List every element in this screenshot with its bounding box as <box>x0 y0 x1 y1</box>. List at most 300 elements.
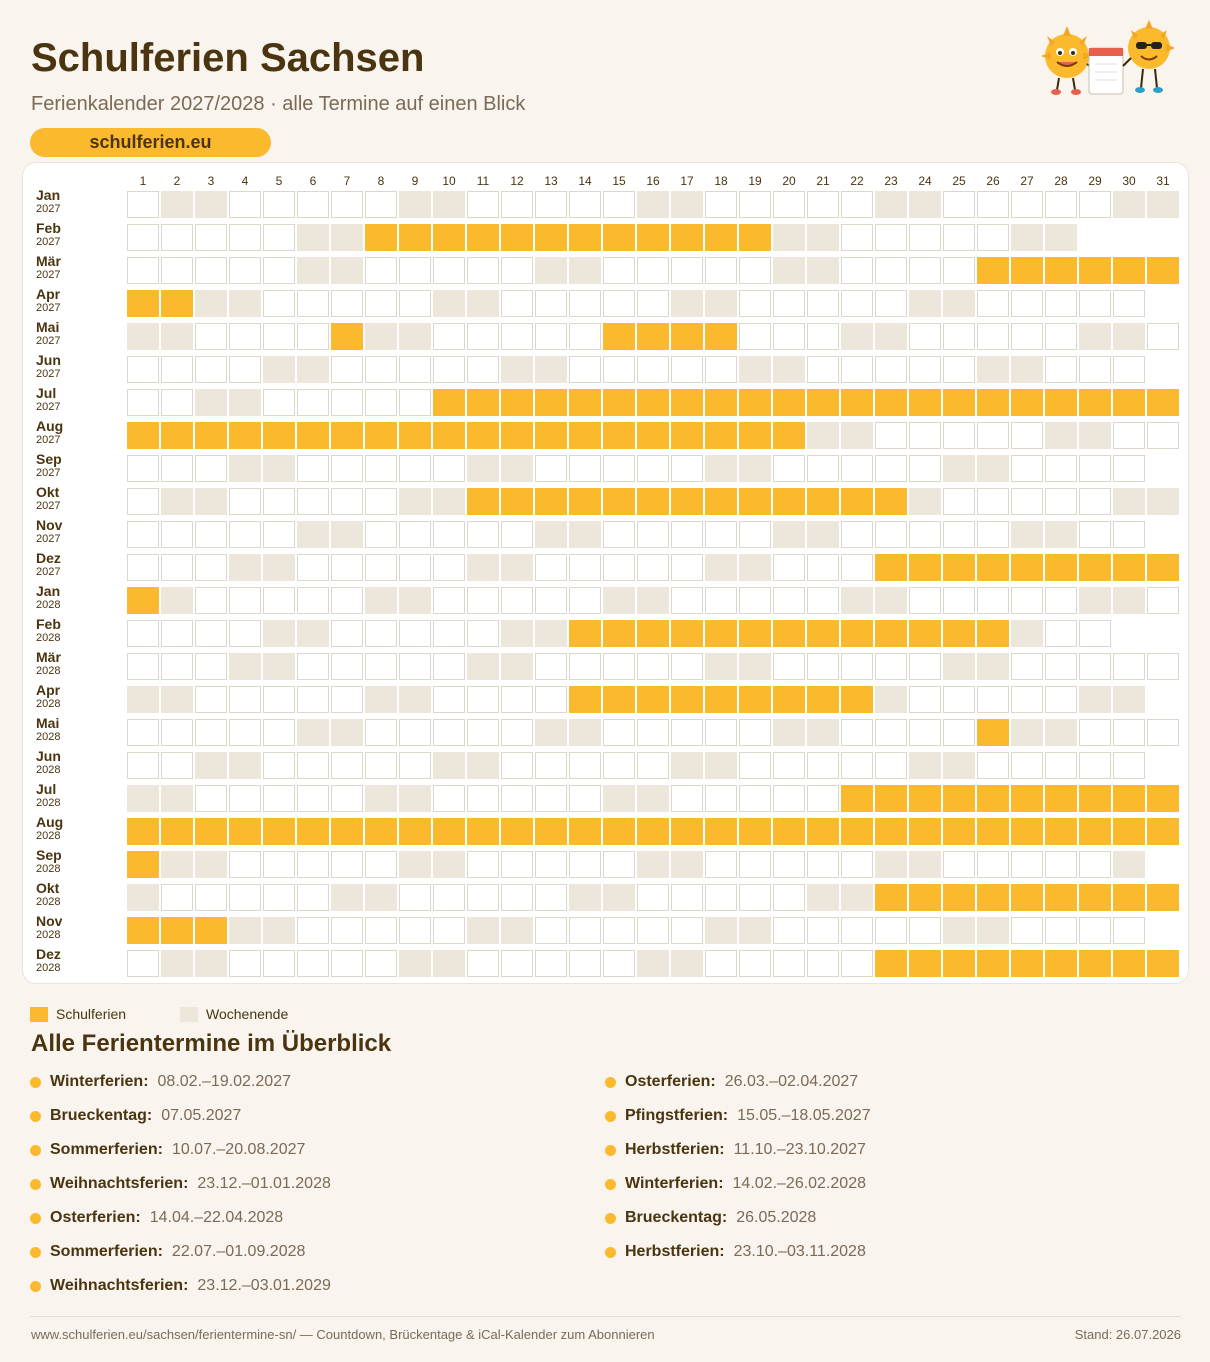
month-year: 2028 <box>36 599 61 611</box>
legend-weekend-swatch <box>180 1007 198 1022</box>
day-cell <box>195 818 227 845</box>
day-cell <box>1147 422 1179 449</box>
day-cell <box>705 224 737 251</box>
day-cell <box>807 818 839 845</box>
day-cell <box>229 917 261 944</box>
day-cell <box>399 884 431 911</box>
day-cell <box>705 785 737 812</box>
day-cell <box>297 653 329 680</box>
day-cell <box>1147 191 1179 218</box>
day-cell <box>807 653 839 680</box>
day-cell <box>637 422 669 449</box>
day-cell <box>977 554 1009 581</box>
day-cell <box>195 950 227 977</box>
day-cell <box>977 719 1009 746</box>
day-cell <box>807 785 839 812</box>
day-cell <box>535 488 567 515</box>
day-cell <box>637 488 669 515</box>
day-cell <box>365 587 397 614</box>
day-cell <box>1079 191 1111 218</box>
day-cell <box>807 587 839 614</box>
day-cell <box>1147 257 1179 284</box>
day-number-label: 4 <box>241 174 249 188</box>
day-cell <box>195 224 227 251</box>
day-cell <box>467 752 499 779</box>
day-cell <box>1011 554 1043 581</box>
day-cell <box>263 323 295 350</box>
day-cell <box>569 620 601 647</box>
day-cell <box>875 818 907 845</box>
day-cell <box>467 422 499 449</box>
day-cell <box>739 587 771 614</box>
day-cell <box>195 719 227 746</box>
day-cell <box>909 323 941 350</box>
day-cell <box>943 257 975 284</box>
day-cell <box>671 950 703 977</box>
day-cell <box>807 257 839 284</box>
month-year: 2028 <box>36 896 61 908</box>
day-cell <box>977 323 1009 350</box>
day-cell <box>1045 488 1077 515</box>
day-cell <box>773 554 805 581</box>
day-cell <box>875 554 907 581</box>
day-cell <box>875 455 907 482</box>
day-cell <box>569 917 601 944</box>
day-cell <box>331 851 363 878</box>
day-number-label: 14 <box>578 174 592 188</box>
day-cell <box>841 323 873 350</box>
day-cell <box>161 455 193 482</box>
day-cell <box>977 752 1009 779</box>
day-cell <box>671 620 703 647</box>
day-cell <box>671 455 703 482</box>
day-cell <box>1045 191 1077 218</box>
day-cell <box>195 389 227 416</box>
day-cell <box>127 917 159 944</box>
day-cell <box>773 323 805 350</box>
day-cell <box>433 917 465 944</box>
month-year: 2028 <box>36 962 61 974</box>
day-cell <box>603 389 635 416</box>
day-cell <box>365 917 397 944</box>
holiday-term-item <box>30 1175 331 1193</box>
day-cell <box>977 356 1009 383</box>
day-cell <box>841 653 873 680</box>
day-cell <box>331 884 363 911</box>
day-cell <box>943 488 975 515</box>
day-cell <box>467 653 499 680</box>
day-cell <box>297 587 329 614</box>
day-cell <box>1113 653 1145 680</box>
day-cell <box>501 455 533 482</box>
day-number-label: 24 <box>918 174 932 188</box>
day-cell <box>943 851 975 878</box>
month-name: Okt <box>36 880 60 896</box>
holiday-term-name: Brueckentag: <box>625 1209 728 1226</box>
day-cell <box>161 752 193 779</box>
day-cell <box>331 224 363 251</box>
month-name: Sep <box>36 451 62 467</box>
day-cell <box>943 752 975 779</box>
day-cell <box>535 719 567 746</box>
day-cell <box>501 191 533 218</box>
day-cell <box>603 950 635 977</box>
day-cell <box>807 224 839 251</box>
day-cell <box>603 521 635 548</box>
day-cell <box>841 389 873 416</box>
day-cell <box>773 422 805 449</box>
day-cell <box>229 653 261 680</box>
day-number-label: 8 <box>377 174 385 188</box>
footer-link-text[interactable]: www.schulferien.eu/sachsen/ferientermine-sn/ — Countdown, Brückentage & iCal-Kalender zum Abonnieren <box>31 1327 655 1342</box>
month-name: Okt <box>36 484 60 500</box>
day-cell <box>365 521 397 548</box>
day-cell <box>739 785 771 812</box>
day-cell <box>365 191 397 218</box>
day-cell <box>909 290 941 317</box>
day-cell <box>399 422 431 449</box>
day-cell <box>705 620 737 647</box>
day-cell <box>1079 455 1111 482</box>
day-cell <box>127 422 159 449</box>
day-number-label: 13 <box>544 174 558 188</box>
day-cell <box>195 290 227 317</box>
holiday-term-item <box>30 1243 305 1261</box>
day-cell <box>1113 554 1145 581</box>
day-cell <box>161 356 193 383</box>
day-cell <box>977 191 1009 218</box>
day-cell <box>1045 686 1077 713</box>
day-number-label: 22 <box>850 174 864 188</box>
day-cell <box>671 323 703 350</box>
month-year: 2027 <box>36 302 61 314</box>
day-cell <box>1045 785 1077 812</box>
day-cell <box>127 356 159 383</box>
day-cell <box>875 686 907 713</box>
day-cell <box>603 752 635 779</box>
month-label <box>36 254 61 282</box>
day-number-label: 17 <box>680 174 694 188</box>
month-name: Nov <box>36 517 63 533</box>
day-cell <box>433 323 465 350</box>
day-cell <box>433 389 465 416</box>
day-cell <box>1079 653 1111 680</box>
holiday-term-date: 15.05.–18.05.2027 <box>737 1107 871 1124</box>
day-cell <box>807 356 839 383</box>
day-cell <box>841 257 873 284</box>
day-cell <box>875 191 907 218</box>
day-cell <box>875 521 907 548</box>
day-cell <box>161 191 193 218</box>
day-cell <box>875 917 907 944</box>
day-cell <box>875 884 907 911</box>
month-label <box>36 551 61 579</box>
day-cell <box>705 917 737 944</box>
day-cell <box>671 257 703 284</box>
day-cell <box>297 752 329 779</box>
day-cell <box>773 653 805 680</box>
day-cell <box>603 587 635 614</box>
day-cell <box>399 851 431 878</box>
month-year: 2027 <box>36 335 61 347</box>
day-cell <box>399 818 431 845</box>
day-cell <box>909 422 941 449</box>
day-number-label: 19 <box>748 174 762 188</box>
day-cell <box>161 620 193 647</box>
day-cell <box>637 455 669 482</box>
day-cell <box>501 818 533 845</box>
day-cell <box>365 290 397 317</box>
month-label <box>36 485 60 513</box>
day-cell <box>535 389 567 416</box>
day-cell <box>331 587 363 614</box>
day-cell <box>875 719 907 746</box>
day-cell <box>841 884 873 911</box>
day-cell <box>1011 191 1043 218</box>
day-cell <box>739 224 771 251</box>
day-cell <box>875 356 907 383</box>
month-name: Apr <box>36 286 61 302</box>
day-cell <box>807 323 839 350</box>
day-cell <box>229 488 261 515</box>
day-cell <box>331 389 363 416</box>
day-number-label: 26 <box>986 174 1000 188</box>
day-cell <box>195 356 227 383</box>
day-cell <box>263 554 295 581</box>
day-cell <box>1011 653 1043 680</box>
day-cell <box>739 950 771 977</box>
day-cell <box>229 884 261 911</box>
bullet-dot-icon <box>605 1247 616 1258</box>
day-cell <box>195 521 227 548</box>
holiday-term-name: Pfingstferien: <box>625 1107 729 1124</box>
day-cell <box>467 950 499 977</box>
day-cell <box>365 950 397 977</box>
day-cell <box>263 455 295 482</box>
month-label <box>36 320 60 348</box>
day-cell <box>569 191 601 218</box>
day-cell <box>943 884 975 911</box>
day-cell <box>569 587 601 614</box>
day-cell <box>739 620 771 647</box>
day-cell <box>1011 422 1043 449</box>
day-cell <box>807 455 839 482</box>
day-cell <box>705 191 737 218</box>
month-year: 2028 <box>36 698 61 710</box>
day-cell <box>1079 356 1111 383</box>
day-cell <box>1045 290 1077 317</box>
day-cell <box>773 752 805 779</box>
day-cell <box>977 620 1009 647</box>
day-cell <box>943 719 975 746</box>
day-cell <box>841 851 873 878</box>
day-cell <box>501 554 533 581</box>
day-cell <box>127 521 159 548</box>
day-cell <box>535 521 567 548</box>
day-cell <box>1011 488 1043 515</box>
day-cell <box>1045 389 1077 416</box>
month-name: Jul <box>36 781 57 797</box>
day-cell <box>671 554 703 581</box>
day-cell <box>909 950 941 977</box>
day-cell <box>297 488 329 515</box>
overview-title: Alle Ferientermine im Überblick <box>31 1030 392 1057</box>
month-year: 2027 <box>36 203 61 215</box>
day-cell <box>297 917 329 944</box>
month-label <box>36 386 60 414</box>
day-cell <box>671 521 703 548</box>
day-cell <box>841 719 873 746</box>
day-cell <box>399 785 431 812</box>
day-cell <box>603 554 635 581</box>
day-cell <box>263 587 295 614</box>
holiday-term-item <box>605 1141 866 1159</box>
day-cell <box>1079 686 1111 713</box>
day-cell <box>297 422 329 449</box>
day-cell <box>127 752 159 779</box>
day-cell <box>365 653 397 680</box>
day-cell <box>841 422 873 449</box>
day-cell <box>739 851 771 878</box>
day-cell <box>535 818 567 845</box>
day-cell <box>841 554 873 581</box>
day-cell <box>195 620 227 647</box>
day-cell <box>331 191 363 218</box>
month-label <box>36 749 61 777</box>
day-cell <box>705 488 737 515</box>
day-cell <box>195 323 227 350</box>
day-cell <box>671 224 703 251</box>
holiday-term-name: Sommerferien: <box>50 1243 163 1260</box>
day-number-label: 5 <box>275 174 283 188</box>
day-cell <box>807 851 839 878</box>
day-cell <box>977 290 1009 317</box>
day-cell <box>399 752 431 779</box>
day-cell <box>467 851 499 878</box>
day-cell <box>263 389 295 416</box>
day-cell <box>467 488 499 515</box>
day-cell <box>433 785 465 812</box>
day-cell <box>841 686 873 713</box>
bullet-dot-icon <box>30 1281 41 1292</box>
day-cell <box>705 455 737 482</box>
month-year: 2027 <box>36 434 61 446</box>
day-cell <box>467 323 499 350</box>
day-cell <box>705 389 737 416</box>
day-cell <box>263 224 295 251</box>
day-cell <box>909 488 941 515</box>
day-cell <box>637 917 669 944</box>
day-cell <box>1113 785 1145 812</box>
day-cell <box>161 686 193 713</box>
site-link-pill[interactable]: schulferien.eu <box>30 128 271 157</box>
day-cell <box>1113 290 1145 317</box>
day-cell <box>875 950 907 977</box>
month-label <box>36 815 63 843</box>
day-cell <box>909 686 941 713</box>
holiday-term-item <box>30 1107 241 1125</box>
day-cell <box>1045 620 1077 647</box>
day-cell <box>1079 323 1111 350</box>
day-cell <box>603 257 635 284</box>
day-cell <box>365 323 397 350</box>
day-cell <box>1079 290 1111 317</box>
month-name: Mai <box>36 319 60 335</box>
day-cell <box>331 323 363 350</box>
day-cell <box>229 818 261 845</box>
day-cell <box>127 719 159 746</box>
day-cell <box>569 488 601 515</box>
bullet-dot-icon <box>605 1213 616 1224</box>
day-cell <box>637 389 669 416</box>
day-cell <box>1079 389 1111 416</box>
day-cell <box>365 686 397 713</box>
day-cell <box>807 191 839 218</box>
day-cell <box>467 290 499 317</box>
day-cell <box>909 521 941 548</box>
day-cell <box>263 719 295 746</box>
day-cell <box>229 587 261 614</box>
day-cell <box>1079 851 1111 878</box>
day-cell <box>229 224 261 251</box>
day-cell <box>331 356 363 383</box>
day-cell <box>807 521 839 548</box>
day-cell <box>229 323 261 350</box>
day-cell <box>399 719 431 746</box>
day-cell <box>399 554 431 581</box>
holiday-term-name: Sommerferien: <box>50 1141 163 1158</box>
day-cell <box>603 224 635 251</box>
day-cell <box>671 653 703 680</box>
day-cell <box>535 587 567 614</box>
day-cell <box>399 488 431 515</box>
day-cell <box>569 455 601 482</box>
day-cell <box>161 554 193 581</box>
holiday-term-date: 23.12.–01.01.2028 <box>197 1175 331 1192</box>
day-number-label: 10 <box>442 174 456 188</box>
day-cell <box>807 752 839 779</box>
day-cell <box>1079 554 1111 581</box>
month-year: 2028 <box>36 797 61 809</box>
day-cell <box>161 818 193 845</box>
day-cell <box>501 224 533 251</box>
day-cell <box>1147 884 1179 911</box>
bullet-dot-icon <box>605 1179 616 1190</box>
bullet-dot-icon <box>30 1213 41 1224</box>
day-cell <box>807 290 839 317</box>
day-cell <box>331 554 363 581</box>
day-cell <box>1045 917 1077 944</box>
day-cell <box>127 686 159 713</box>
month-year: 2028 <box>36 929 61 941</box>
holiday-term-name: Herbstferien: <box>625 1243 725 1260</box>
day-cell <box>263 422 295 449</box>
day-cell <box>127 785 159 812</box>
day-cell <box>1079 257 1111 284</box>
day-cell <box>161 290 193 317</box>
day-cell <box>331 917 363 944</box>
day-cell <box>331 686 363 713</box>
day-cell <box>365 752 397 779</box>
day-cell <box>671 884 703 911</box>
day-cell <box>977 257 1009 284</box>
day-cell <box>433 257 465 284</box>
day-cell <box>1011 521 1043 548</box>
day-cell <box>569 323 601 350</box>
day-cell <box>297 191 329 218</box>
bullet-dot-icon <box>30 1247 41 1258</box>
day-cell <box>297 224 329 251</box>
